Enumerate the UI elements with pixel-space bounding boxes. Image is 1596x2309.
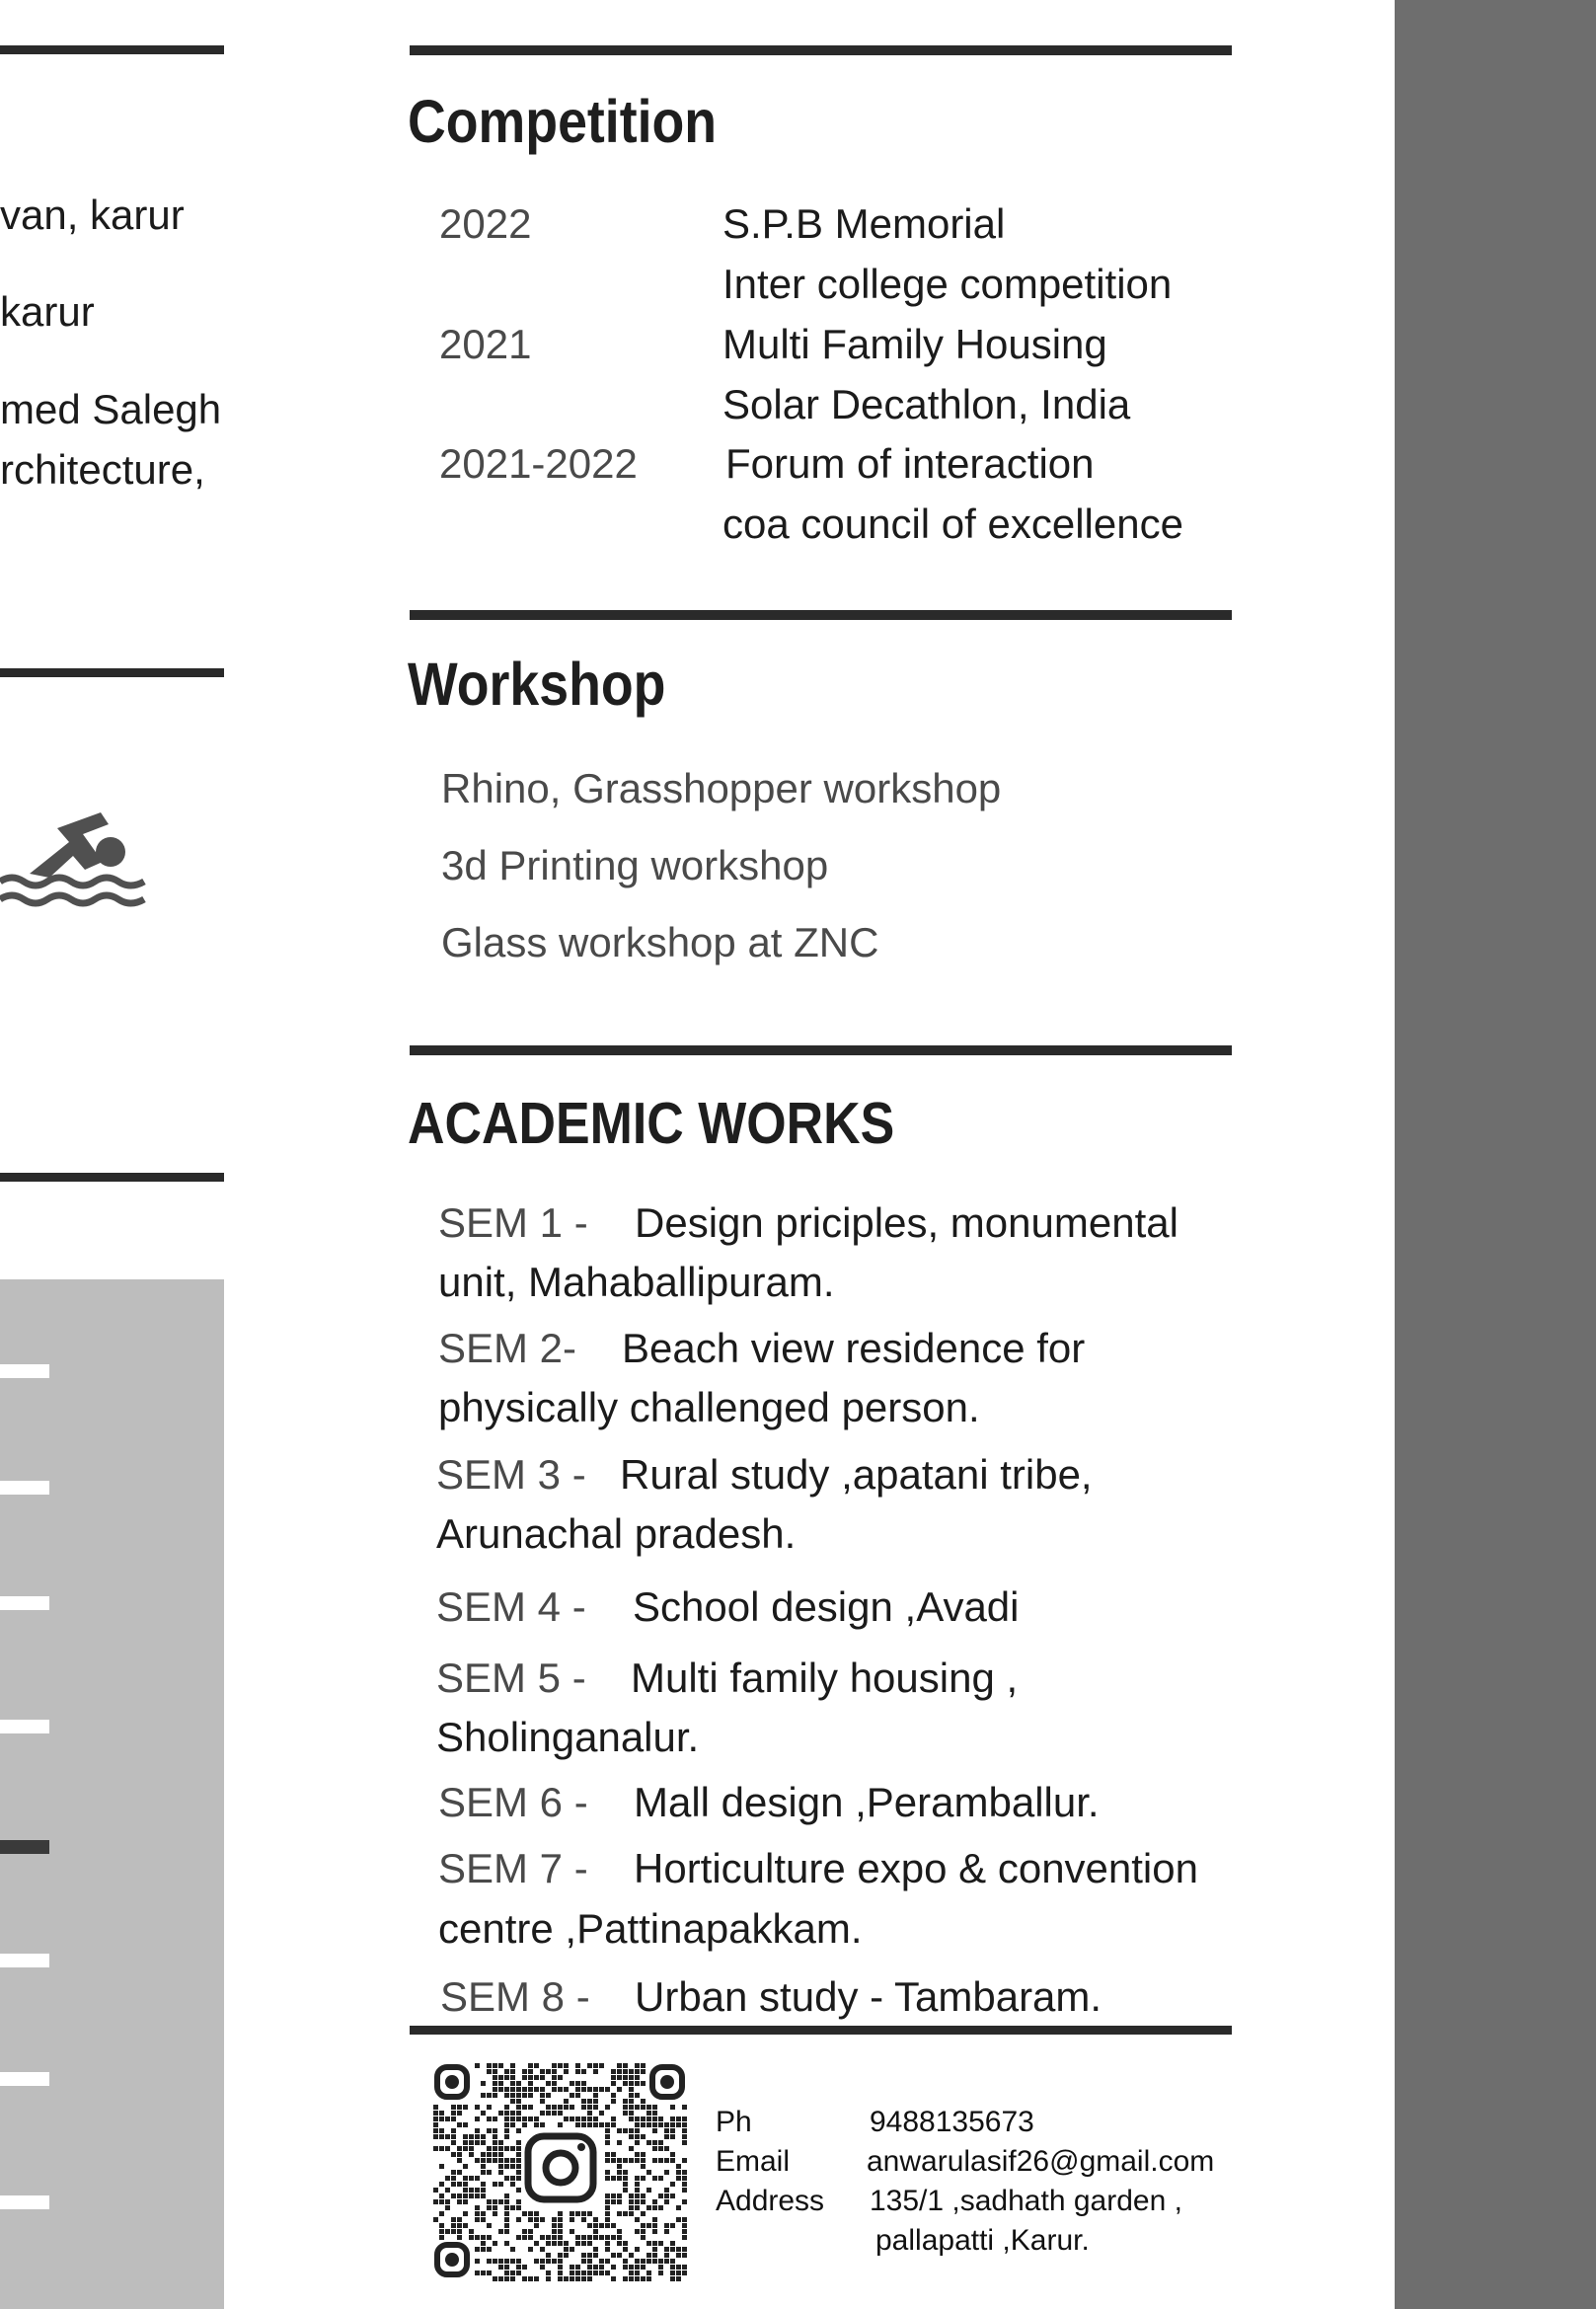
academic-sem-label: SEM 4 - (436, 1583, 586, 1630)
workshop-item: 3d Printing workshop (441, 842, 829, 888)
left-rule-middle (0, 668, 224, 677)
skill-bar-marker (0, 1364, 49, 1378)
competition-title: Forum of interaction (725, 440, 1095, 487)
academic-sem-title: Horticulture expo & convention (634, 1845, 1198, 1891)
address-label: Address (716, 2185, 825, 2217)
competition-year: 2021 (439, 321, 532, 367)
academic-sem-label: SEM 3 - (436, 1451, 586, 1498)
academic-sem-title: Mall design ,Peramballur. (634, 1779, 1100, 1825)
academic-sem-label: SEM 5 - (436, 1655, 586, 1701)
phone-value: 9488135673 (870, 2106, 1034, 2138)
academic-sem-label: SEM 2- (438, 1325, 577, 1371)
left-text-line: rchitecture, (0, 446, 205, 493)
academic-sem-title: Design priciples, monumental (635, 1199, 1178, 1246)
academic-sem-title: School design ,Avadi (633, 1583, 1020, 1630)
instagram-qr-icon (431, 2061, 690, 2282)
workshop-heading: Workshop (408, 651, 666, 718)
competition-subtitle: coa council of excellence (722, 500, 1183, 547)
academic-sem-label: SEM 8 - (440, 1973, 590, 2020)
email-value[interactable]: anwarulasif26@gmail.com (867, 2145, 1215, 2178)
skill-bar-marker (0, 1720, 49, 1733)
address-line: pallapatti ,Karur. (875, 2224, 1090, 2257)
academic-sem-title: Urban study - Tambaram. (635, 1973, 1102, 2020)
email-label: Email (716, 2145, 791, 2178)
skill-bar-marker (0, 1596, 49, 1610)
contact-rule (410, 2026, 1232, 2035)
phone-label: Ph (716, 2106, 752, 2138)
competition-subtitle: Inter college competition (722, 261, 1173, 307)
academic-sem-title: Beach view residence for (622, 1325, 1086, 1371)
competition-subtitle: Solar Decathlon, India (722, 381, 1131, 427)
academic-sem-title: Rural study ,apatani tribe, (620, 1451, 1093, 1498)
competition-year: 2021-2022 (439, 440, 638, 487)
competition-heading: Competition (408, 88, 718, 155)
academic-sem-title-cont: physically challenged person. (438, 1384, 980, 1430)
left-text-line: karur (0, 288, 95, 335)
academic-sem-title-cont: Sholinganalur. (436, 1714, 700, 1760)
competition-title: S.P.B Memorial (722, 200, 1006, 247)
skill-bar-marker (0, 1954, 49, 1967)
workshop-rule (410, 610, 1232, 620)
academic-sem-title: Multi family housing , (631, 1655, 1019, 1701)
academic-sem-label: SEM 6 - (438, 1779, 588, 1825)
left-rule-top (0, 45, 224, 54)
academic-sem-title-cont: unit, Mahaballipuram. (438, 1259, 835, 1305)
academic-sem-label: SEM 1 - (438, 1199, 588, 1246)
academic-sem-title-cont: centre ,Pattinapakkam. (438, 1905, 863, 1952)
workshop-item: Rhino, Grasshopper workshop (441, 765, 1002, 811)
left-text-line: van, karur (0, 192, 185, 238)
address-line: 135/1 ,sadhath garden , (870, 2185, 1182, 2217)
competition-rule (410, 45, 1232, 55)
skills-panel (0, 1279, 224, 2309)
competition-year: 2022 (439, 200, 532, 247)
academic-sem-label: SEM 7 - (438, 1845, 588, 1891)
skill-bar-marker (0, 2195, 49, 2209)
workshop-item: Glass workshop at ZNC (441, 919, 879, 965)
competition-title: Multi Family Housing (722, 321, 1107, 367)
academic-rule (410, 1045, 1232, 1055)
skill-bar-marker (0, 1840, 49, 1854)
side-panel (1395, 0, 1596, 2309)
swimmer-icon (0, 805, 148, 915)
skill-bar-marker (0, 1481, 49, 1495)
skill-bar-marker (0, 2072, 49, 2086)
left-text-line: med Salegh (0, 386, 222, 432)
academic-heading: ACADEMIC WORKS (408, 1091, 895, 1156)
left-rule-bottom (0, 1173, 224, 1182)
academic-sem-title-cont: Arunachal pradesh. (436, 1510, 797, 1557)
